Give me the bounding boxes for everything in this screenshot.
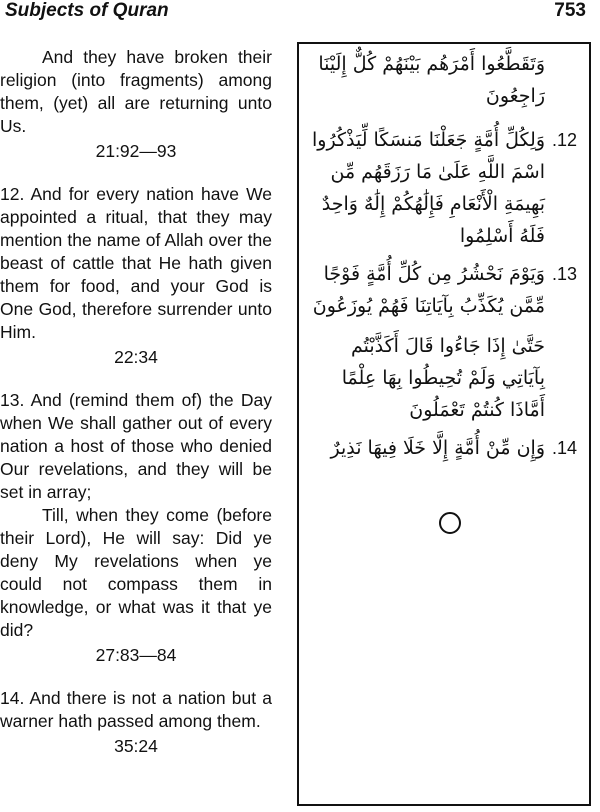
- verse-translation-27-84: Till, when they come (before their Lord), He will say: Did ye deny My revelations when ye could not compass them in knowledge, or what was it that ye did?: [0, 505, 272, 640]
- ayah-number: .14: [551, 438, 577, 458]
- ayah-number: .12: [551, 130, 577, 150]
- arabic-text: وَيَوْمَ نَحْشُرُ مِن كُلِّ أُمَّةٍ فَوْجًا مِّمَّن يُكَذِّبُ بِآيَاتِنَا فَهُمْ يُوزَعُونَ: [312, 263, 545, 317]
- arabic-text: وَتَقَطَّعُوا أَمْرَهُم بَيْنَهُمْ كُلٌّ إِلَيْنَا رَاجِعُونَ: [318, 53, 545, 107]
- verse-translation-21-92: And they have broken their religion (into fragments) among them, (yet) all are returning unto Us.: [0, 47, 272, 136]
- verse-reference-27-83: 27:83—84: [95, 645, 177, 665]
- spacer: [0, 163, 272, 183]
- page-number: 753: [554, 0, 586, 21]
- verse-reference-21-92: 21:92—93: [95, 141, 177, 161]
- ayah-number: .13: [551, 264, 577, 284]
- arabic-text: حَتَّىٰ إِذَا جَاءُوا قَالَ أَكَذَّبْتُم بِآيَاتِي وَلَمْ تُحِيطُوا بِهَا عِلْمًا أَمَّاذَا كُنتُمْ تَعْمَلُونَ: [341, 335, 545, 421]
- verse-translation-22-34: 12. And for every nation have We appointed a ritual, that they may mention the name of Allah over the beast of cattle that He hath given them for food, and your God is One God, therefore surrender unto Him.: [0, 184, 272, 342]
- verse-translation-27-83: 13. And (remind them of) the Day when We shall gather out of every nation a host of those who denied Our revelations, and they will be set in array;: [0, 390, 272, 502]
- page-header-title: Subjects of Quran: [5, 0, 169, 21]
- spacer: [0, 369, 272, 389]
- verse-reference-22-34: 22:34: [114, 347, 158, 367]
- arabic-text: وَلِكُلِّ أُمَّةٍ جَعَلْنَا مَنسَكًا لِّيَذْكُرُوا اسْمَ اللَّهِ عَلَىٰ مَا رَزَقَهُم مِّن بَهِيمَةِ الْأَنْعَامِ فَإِلَٰهُكُمْ إِلَٰهٌ وَاحِدٌ فَلَهُ أَسْلِمُوا: [312, 129, 545, 247]
- english-column: [0, 46, 272, 758]
- spacer: [0, 667, 272, 687]
- circle-mark: [439, 512, 461, 534]
- arabic-text-box: [297, 42, 591, 806]
- verse-reference-35-24: 35:24: [114, 736, 158, 756]
- arabic-text: وَإِن مِّنْ أُمَّةٍ إِلَّا خَلَا فِيهَا نَذِيرٌ: [330, 437, 545, 459]
- verse-translation-35-24: 14. And there is not a nation but a warner hath passed among them.: [0, 688, 272, 731]
